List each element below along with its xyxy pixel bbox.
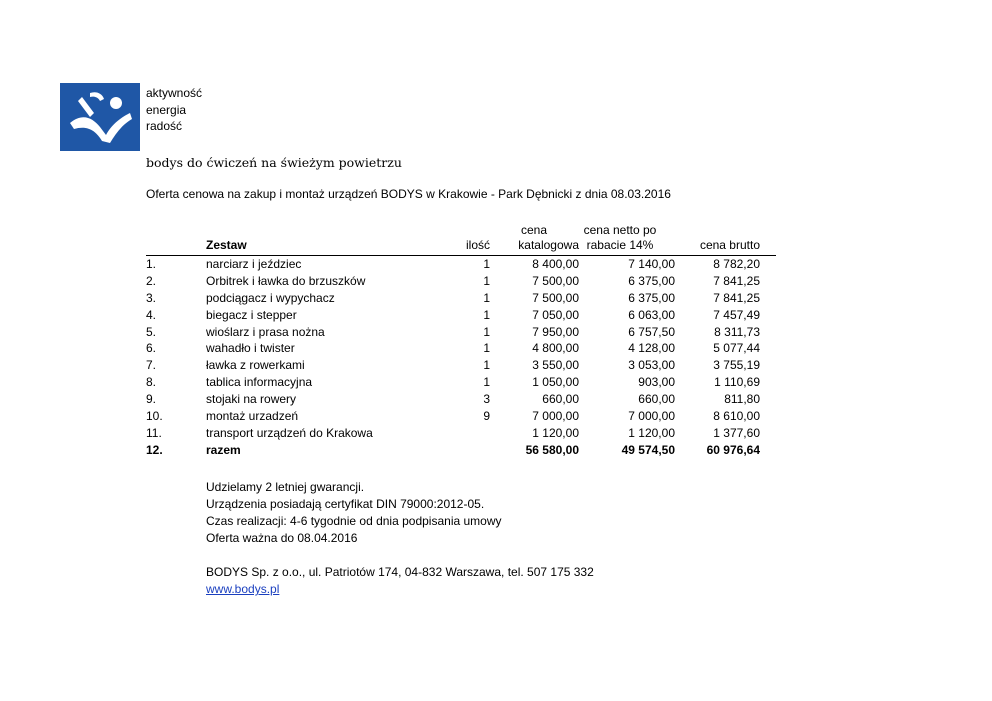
row-name: narciarz i jeździec (206, 257, 302, 271)
row-number: 11. (146, 425, 162, 440)
table-row (146, 273, 776, 290)
table-body (146, 256, 776, 459)
row-name: wahadło i twister (206, 341, 295, 356)
row-number: 5. (146, 324, 157, 339)
row-catalog-price: 660,00 (542, 392, 579, 407)
row-number: 6. (146, 341, 157, 356)
row-net-price: 1 120,00 (628, 425, 675, 440)
table-row (146, 357, 776, 374)
header-net (565, 223, 675, 253)
note-line: Oferta ważna do 08.04.2016 (206, 531, 358, 545)
table-row (146, 391, 776, 408)
tagline-line: aktywność (146, 86, 203, 100)
row-name: montaż urzadzeń (206, 409, 299, 424)
header-catalog-line2: katalogowa (518, 238, 579, 252)
table-header (146, 222, 776, 256)
row-name: razem (206, 442, 241, 457)
row-gross-price: 7 841,25 (713, 273, 760, 288)
contact (206, 564, 594, 598)
table-row (146, 442, 776, 459)
row-qty: 1 (483, 257, 490, 271)
row-net-price: 7 000,00 (628, 409, 675, 424)
row-net-price: 6 375,00 (628, 290, 675, 305)
tagline-line: radość (146, 119, 183, 133)
row-qty: 1 (483, 273, 490, 288)
table-row (146, 340, 776, 357)
row-gross-price: 5 077,44 (713, 341, 760, 356)
note-line: Urządzenia posiadają certyfikat DIN 79000:2012-05. (206, 497, 485, 511)
table-row (146, 256, 776, 273)
row-name: Orbitrek i ławka do brzuszków (206, 273, 366, 288)
row-number: 8. (146, 375, 157, 390)
row-number: 2. (146, 273, 157, 288)
header-net-line1: cena netto po (583, 223, 657, 237)
row-qty: 9 (483, 409, 490, 424)
row-gross-price: 1 377,60 (713, 425, 760, 440)
bodys-figure-icon (60, 83, 140, 151)
row-catalog-price: 3 550,00 (532, 358, 579, 373)
row-gross-price: 8 311,73 (714, 324, 760, 339)
row-number: 9. (146, 392, 157, 407)
row-number: 12. (146, 442, 163, 457)
row-catalog-price: 4 800,00 (532, 341, 579, 356)
row-catalog-price: 7 500,00 (532, 290, 579, 305)
row-gross-price: 7 457,49 (713, 307, 760, 322)
row-number: 3. (146, 290, 157, 305)
header-catalog-line1: cena (520, 223, 548, 237)
row-gross-price: 60 976,64 (706, 442, 760, 457)
note-line: Udzielamy 2 letniej gwarancji. (206, 480, 365, 494)
row-net-price: 6 063,00 (628, 307, 675, 322)
row-catalog-price: 8 400,00 (532, 257, 579, 271)
row-catalog-price: 7 000,00 (532, 409, 579, 424)
row-name: tablica informacyjna (206, 375, 313, 390)
tagline (146, 85, 202, 135)
row-net-price: 3 053,00 (628, 358, 675, 373)
header-name: Zestaw (206, 238, 247, 252)
tagline-line: energia (146, 102, 187, 117)
slogan: bodys do ćwiczeń na świeżym powietrzu (146, 155, 402, 170)
row-catalog-price: 7 050,00 (532, 307, 579, 322)
table-row (146, 290, 776, 307)
row-catalog-price: 7 950,00 (532, 324, 579, 339)
row-name: wioślarz i prasa nożna (206, 324, 325, 339)
row-qty: 1 (483, 307, 490, 322)
table-row (146, 374, 776, 391)
row-catalog-price: 1 120,00 (532, 425, 579, 440)
company-address: BODYS Sp. z o.o., ul. Patriotów 174, 04-832 Warszawa, tel. 507 175 332 (206, 565, 594, 579)
header-net-line2: rabacie 14% (586, 238, 654, 252)
price-table (146, 222, 776, 459)
row-name: ławka z rowerkami (206, 358, 305, 373)
row-name: biegacz i stepper (206, 307, 297, 322)
bodys-logo (60, 83, 140, 151)
row-net-price: 6 757,50 (628, 324, 675, 339)
row-gross-price: 3 755,19 (713, 358, 760, 373)
table-row (146, 408, 776, 425)
row-qty: 1 (483, 375, 490, 390)
row-catalog-price: 1 050,00 (532, 375, 579, 390)
row-net-price: 6 375,00 (628, 273, 675, 288)
row-qty: 1 (483, 290, 490, 305)
row-catalog-price: 7 500,00 (532, 273, 579, 288)
row-net-price: 903,00 (638, 375, 675, 390)
note-line: Czas realizacji: 4-6 tygodnie od dnia podpisania umowy (206, 514, 502, 528)
row-net-price: 660,00 (638, 392, 675, 407)
table-row (146, 307, 776, 324)
row-qty: 1 (483, 358, 490, 373)
row-number: 10. (146, 409, 163, 424)
row-gross-price: 8 610,00 (713, 409, 760, 424)
table-row (146, 324, 776, 341)
row-qty: 3 (483, 392, 490, 407)
row-name: podciągacz i wypychacz (206, 290, 335, 305)
row-net-price: 49 574,50 (621, 442, 675, 457)
row-gross-price: 8 782,20 (713, 257, 760, 271)
row-qty: 1 (483, 324, 490, 339)
row-net-price: 7 140,00 (628, 257, 675, 271)
row-gross-price: 1 110,69 (714, 375, 760, 390)
table-row (146, 425, 776, 442)
row-net-price: 4 128,00 (628, 341, 675, 356)
row-gross-price: 7 841,25 (713, 290, 760, 305)
row-gross-price: 811,80 (724, 392, 760, 407)
row-name: transport urządzeń do Krakowa (206, 425, 373, 440)
row-catalog-price: 56 580,00 (525, 442, 579, 457)
row-qty: 1 (483, 341, 490, 356)
row-name: stojaki na rowery (206, 392, 297, 407)
website-link[interactable]: www.bodys.pl (206, 582, 280, 596)
header-qty: ilość (465, 238, 490, 252)
header-gross: cena brutto (699, 238, 760, 252)
row-number: 1. (146, 257, 157, 271)
row-number: 4. (146, 307, 157, 322)
notes (206, 479, 502, 547)
offer-title: Oferta cenowa na zakup i montaż urządzeń BODYS w Krakowie - Park Dębnicki z dnia 08.03.2016 (146, 187, 671, 201)
row-number: 7. (146, 358, 157, 373)
